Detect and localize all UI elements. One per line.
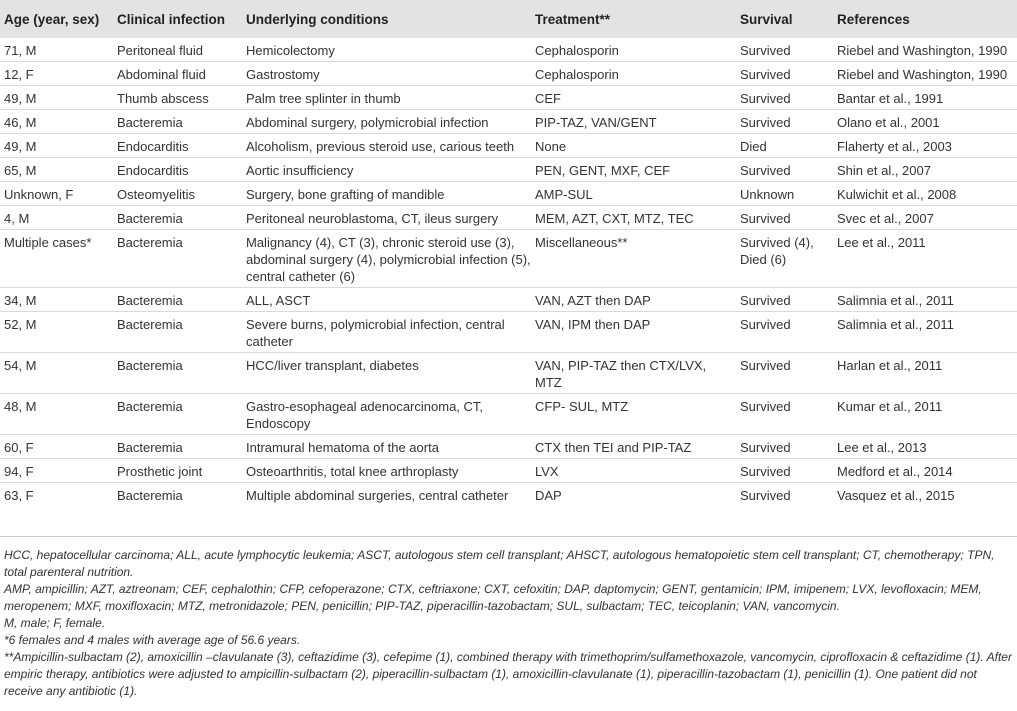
cell-treatment: AMP-SUL xyxy=(531,182,736,206)
cell-treatment: PEN, GENT, MXF, CEF xyxy=(531,158,736,182)
cell-age: 65, M xyxy=(0,158,113,182)
table-body xyxy=(0,38,1017,506)
cell-survival: Survived xyxy=(736,394,833,435)
cell-clinical-infection: Bacteremia xyxy=(113,288,242,312)
cell-reference: Lee et al., 2013 xyxy=(833,435,1017,459)
cell-age: Multiple cases* xyxy=(0,230,113,288)
cell-clinical-infection: Bacteremia xyxy=(117,488,183,503)
cell-reference: Salimnia et al., 2011 xyxy=(833,312,1017,353)
table-row xyxy=(0,353,1017,394)
cell-reference: Lee et al., 2011 xyxy=(833,230,1017,288)
cell-clinical-infection: Peritoneal fluid xyxy=(113,38,242,62)
cell-survival: Survived xyxy=(736,86,833,110)
cell-underlying-conditions: Multiple abdominal surgeries, central catheter xyxy=(246,488,509,503)
table-row xyxy=(0,394,1017,435)
cell-clinical-infection: Bacteremia xyxy=(113,110,242,134)
table-row xyxy=(0,435,1017,459)
header-clinical-infection: Clinical infection xyxy=(113,0,242,38)
cell-reference: Olano et al., 2001 xyxy=(833,110,1017,134)
table-row xyxy=(0,86,1017,110)
cell-age: 60, F xyxy=(0,435,113,459)
cell-survival: Survived xyxy=(736,110,833,134)
cell-underlying-conditions: Surgery, bone grafting of mandible xyxy=(242,182,531,206)
cell-survival: Survived xyxy=(736,459,833,483)
cell-clinical-infection: Prosthetic joint xyxy=(113,459,242,483)
cell-underlying-conditions: Gastrostomy xyxy=(242,62,531,86)
cell-treatment: Miscellaneous** xyxy=(531,230,736,288)
cell-reference: Riebel and Washington, 1990 xyxy=(833,38,1017,62)
cell-age: 94, F xyxy=(0,459,113,483)
cell-underlying-conditions: Severe burns, polymicrobial infection, central catheter xyxy=(242,312,531,353)
footnote-abbreviations-clinical: HCC, hepatocellular carcinoma; ALL, acute lymphocytic leukemia; ASCT, autologous stem cell transplant; AHSCT, autologous hematopoietic stem cell transplant; CT, chemotherapy; TPN, total parenteral nutrition. xyxy=(4,548,995,579)
cell-reference: Kulwichit et al., 2008 xyxy=(833,182,1017,206)
header-references: References xyxy=(833,0,1017,38)
cell-survival: Died xyxy=(736,134,833,158)
cell-underlying-conditions: Malignancy (4), CT (3), chronic steroid use (3), abdominal surgery (4), polymicrobial infection (5), central catheter (6) xyxy=(242,230,531,288)
cell-clinical-infection: Endocarditis xyxy=(113,134,242,158)
cell-clinical-infection: Bacteremia xyxy=(113,435,242,459)
cell-treatment: None xyxy=(531,134,736,158)
cell-survival: Survived xyxy=(736,288,833,312)
cell-age: 49, M xyxy=(0,86,113,110)
table-row xyxy=(0,182,1017,206)
cell-reference: Shin et al., 2007 xyxy=(833,158,1017,182)
cell-survival: Unknown xyxy=(736,182,833,206)
footnote-divider xyxy=(0,536,1017,537)
cell-age: 49, M xyxy=(0,134,113,158)
cell-underlying-conditions: HCC/liver transplant, diabetes xyxy=(242,353,531,394)
cell-treatment: PIP-TAZ, VAN/GENT xyxy=(531,110,736,134)
cell-underlying-conditions: Gastro-esophageal adenocarcinoma, CT, Endoscopy xyxy=(242,394,531,435)
cell-treatment: VAN, AZT then DAP xyxy=(531,288,736,312)
cell-underlying-conditions: Hemicolectomy xyxy=(242,38,531,62)
cell-underlying-conditions: Alcoholism, previous steroid use, carious teeth xyxy=(242,134,531,158)
cell-reference: Medford et al., 2014 xyxy=(833,459,1017,483)
table-row xyxy=(0,483,1017,507)
cell-survival: Survived xyxy=(740,488,791,503)
cell-age: 71, M xyxy=(0,38,113,62)
footnote-sex: M, male; F, female. xyxy=(4,616,106,630)
cell-age: 34, M xyxy=(0,288,113,312)
table-row xyxy=(0,134,1017,158)
header-underlying-conditions: Underlying conditions xyxy=(242,0,531,38)
cell-treatment: VAN, PIP-TAZ then CTX/LVX, MTZ xyxy=(531,353,736,394)
cell-age: 48, M xyxy=(0,394,113,435)
table-row xyxy=(0,459,1017,483)
footnotes xyxy=(4,547,1014,700)
header-age: Age (year, sex) xyxy=(0,0,113,38)
cell-clinical-infection: Bacteremia xyxy=(113,206,242,230)
cell-age: 4, M xyxy=(0,206,113,230)
cell-survival: Survived xyxy=(736,435,833,459)
cell-survival: Survived xyxy=(736,353,833,394)
table-row xyxy=(0,288,1017,312)
cell-clinical-infection: Abdominal fluid xyxy=(113,62,242,86)
cell-clinical-infection: Bacteremia xyxy=(113,312,242,353)
cell-treatment: CFP- SUL, MTZ xyxy=(531,394,736,435)
footnote-abbreviations-drugs: AMP, ampicillin; AZT, aztreonam; CEF, cephalothin; CFP, cefoperazone; CTX, ceftriaxone; CXT, cefoxitin; DAP, daptomycin; GENT, gentamicin; IPM, imipenem; LVX, levofloxacin; MEM, meropenem; MXF, moxifloxacin; MTZ, metronidazole; PEN, penicillin; PIP-TAZ, piperacillin-tazobactam; SUL, sulbactam; TEC, teicoplanin; VAN, vancomycin. xyxy=(4,582,982,613)
header-row xyxy=(0,0,1017,38)
footnote-miscellaneous-treatment: **Ampicillin-sulbactam (2), amoxicillin –clavulanate (3), ceftazidime (3), cefepime (1), combined therapy with trimethoprim/sulfamethoxazole, vancomycin, ciprofloxacin & ceftazidime (1). After empiric therapy, antibiotics were adjusted to ampicillin-sulbactam (2), piperacillin-sulbactam (1), amoxicillin-clavulanate (1), piperacillin-tazobactam (1), penicillin (1). One patient did not receive any antibiotic (1). xyxy=(4,650,1012,698)
cell-clinical-infection: Bacteremia xyxy=(113,353,242,394)
table-row xyxy=(0,62,1017,86)
cell-treatment: DAP xyxy=(535,488,562,503)
cell-reference: Vasquez et al., 2015 xyxy=(837,488,955,503)
cell-treatment: VAN, IPM then DAP xyxy=(531,312,736,353)
cell-reference: Riebel and Washington, 1990 xyxy=(833,62,1017,86)
cell-treatment: CEF xyxy=(531,86,736,110)
cell-clinical-infection: Thumb abscess xyxy=(113,86,242,110)
cell-underlying-conditions: Osteoarthritis, total knee arthroplasty xyxy=(242,459,531,483)
cell-clinical-infection: Bacteremia xyxy=(113,230,242,288)
table-row xyxy=(0,312,1017,353)
cell-treatment: Cephalosporin xyxy=(531,62,736,86)
header-survival: Survival xyxy=(736,0,833,38)
cell-survival: Survived (4), Died (6) xyxy=(736,230,833,288)
table-row xyxy=(0,110,1017,134)
cell-clinical-infection: Osteomyelitis xyxy=(113,182,242,206)
table-row xyxy=(0,38,1017,62)
cell-age: Unknown, F xyxy=(0,182,113,206)
cell-underlying-conditions: ALL, ASCT xyxy=(242,288,531,312)
header-treatment: Treatment** xyxy=(531,0,736,38)
cell-underlying-conditions: Peritoneal neuroblastoma, CT, ileus surgery xyxy=(242,206,531,230)
cell-treatment: CTX then TEI and PIP-TAZ xyxy=(531,435,736,459)
cell-survival: Survived xyxy=(736,62,833,86)
cell-age: 12, F xyxy=(0,62,113,86)
footnote-multiple-cases: *6 females and 4 males with average age of 56.6 years. xyxy=(4,633,301,647)
cell-reference: Svec et al., 2007 xyxy=(833,206,1017,230)
cell-age: 63, F xyxy=(4,488,34,503)
cell-treatment: LVX xyxy=(531,459,736,483)
cell-treatment: MEM, AZT, CXT, MTZ, TEC xyxy=(531,206,736,230)
cell-reference: Bantar et al., 1991 xyxy=(833,86,1017,110)
cell-underlying-conditions: Aortic insufficiency xyxy=(242,158,531,182)
cell-treatment: Cephalosporin xyxy=(531,38,736,62)
cell-survival: Survived xyxy=(736,158,833,182)
table-row xyxy=(0,206,1017,230)
cell-clinical-infection: Endocarditis xyxy=(113,158,242,182)
cell-survival: Survived xyxy=(736,38,833,62)
cell-underlying-conditions: Palm tree splinter in thumb xyxy=(242,86,531,110)
cell-reference: Salimnia et al., 2011 xyxy=(833,288,1017,312)
cell-clinical-infection: Bacteremia xyxy=(113,394,242,435)
cell-age: 46, M xyxy=(0,110,113,134)
cell-reference: Kumar et al., 2011 xyxy=(833,394,1017,435)
table-header xyxy=(0,0,1017,38)
table-row xyxy=(0,230,1017,288)
table-row xyxy=(0,158,1017,182)
cell-survival: Survived xyxy=(736,206,833,230)
cell-survival: Survived xyxy=(736,312,833,353)
cell-age: 52, M xyxy=(0,312,113,353)
cell-underlying-conditions: Abdominal surgery, polymicrobial infection xyxy=(242,110,531,134)
cell-reference: Flaherty et al., 2003 xyxy=(833,134,1017,158)
cell-reference: Harlan et al., 2011 xyxy=(833,353,1017,394)
cell-underlying-conditions: Intramural hematoma of the aorta xyxy=(242,435,531,459)
cell-age: 54, M xyxy=(0,353,113,394)
